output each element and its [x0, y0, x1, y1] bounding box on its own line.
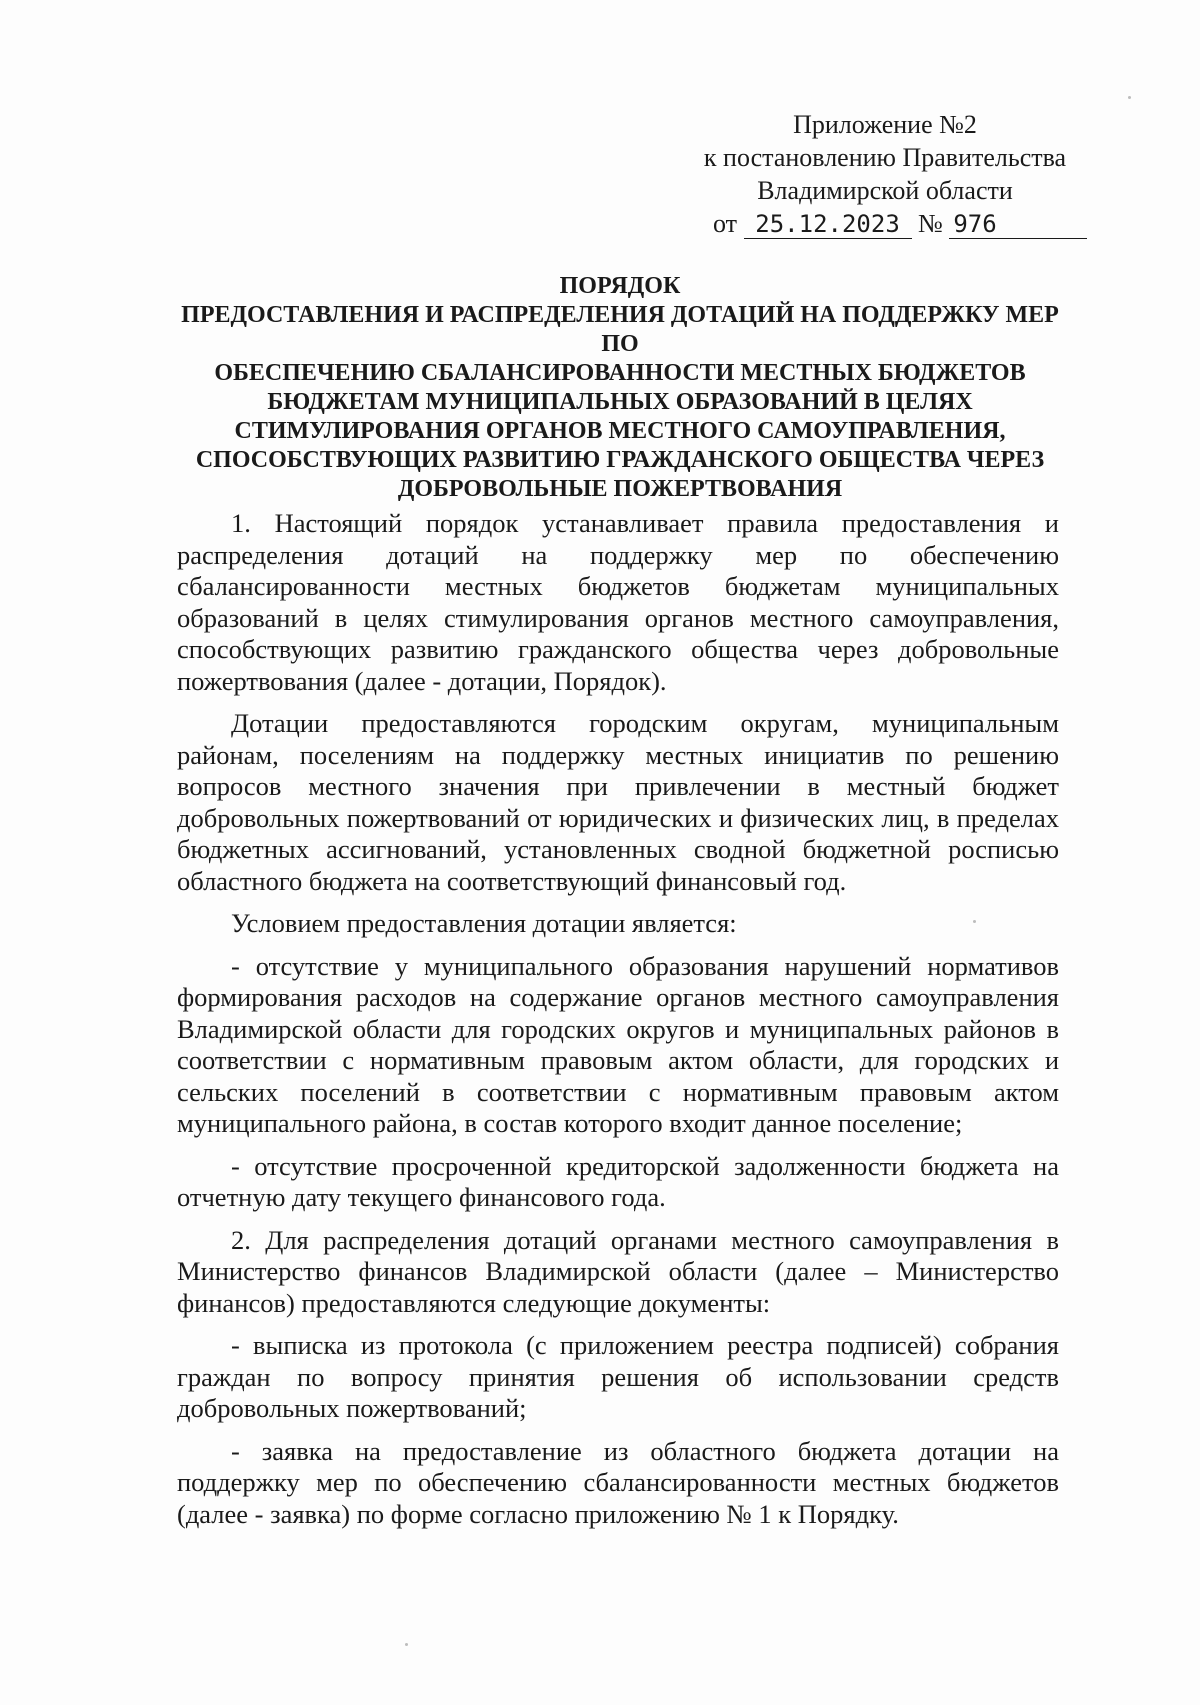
- annex-number-value: 976: [949, 210, 1087, 239]
- paragraph: - отсутствие у муниципального образования нарушений нормативов формирования расходов на содержание органов местного самоуправления Владимирской области для городских округов и муниципальных районов в соответствии с нормативным правовым актом области, для городских и сельских поселений в соответствии с нормативным правовым актом муниципального района, в состав которого входит данное поселение;: [177, 950, 1059, 1138]
- annex-title: Приложение №2: [793, 110, 977, 139]
- document-title: [180, 272, 1060, 504]
- annex-region: Владимирской области: [757, 176, 1013, 205]
- annex-reference: к постановлению Правительства: [703, 143, 1067, 172]
- title-line: СТИМУЛИРОВАНИЯ ОРГАНОВ МЕСТНОГО САМОУПРАВЛЕНИЯ,: [234, 418, 1006, 444]
- paragraph: 1. Настоящий порядок устанавливает правила предоставления и распределения дотаций на поддержку мер по обеспечению сбалансированности местных бюджетов бюджетам муниципальных образований в целях стимулирования органов местного самоуправления, способствующих развитию гражданского общества через добровольные пожертвования (далее - дотации, Порядок).: [177, 508, 1059, 696]
- scan-speck: [405, 1643, 408, 1646]
- title-line: ОБЕСПЕЧЕНИЮ СБАЛАНСИРОВАННОСТИ МЕСТНЫХ БЮДЖЕТОВ: [214, 360, 1026, 386]
- title-heading: ПОРЯДОК: [559, 273, 681, 299]
- annex-date-value: 25.12.2023: [744, 210, 912, 239]
- annex-block: [675, 108, 1095, 240]
- paragraph: 2. Для распределения дотаций органами местного самоуправления в Министерство финансов Владимирской области (далее – Министерство финансов) предоставляются следующие документы:: [177, 1224, 1059, 1318]
- scan-speck: [973, 920, 976, 923]
- scan-speck: [1128, 96, 1131, 99]
- title-line: БЮДЖЕТАМ МУНИЦИПАЛЬНЫХ ОБРАЗОВАНИЙ В ЦЕЛЯХ: [267, 389, 973, 415]
- paragraph: - выписка из протокола (с приложением реестра подписей) собрания граждан по вопросу принятия решения об использовании средств добровольных пожертвований;: [177, 1330, 1059, 1423]
- title-line: СПОСОБСТВУЮЩИХ РАЗВИТИЮ ГРАЖДАНСКОГО ОБЩЕСТВА ЧЕРЕЗ: [195, 447, 1045, 473]
- paragraph: - отсутствие просроченной кредиторской задолженности бюджета на отчетную дату текущего финансового года.: [177, 1150, 1059, 1212]
- document-body: [177, 508, 1059, 1541]
- annex-date-line: [675, 207, 1095, 240]
- paragraph: Условием предоставления дотации является:: [231, 908, 737, 938]
- paragraph: Дотации предоставляются городским округам, муниципальным районам, поселениям на поддержку местных инициатив по решению вопросов местного значения при привлечении в местный бюджет добровольных пожертвований от юридических и физических лиц, в пределах бюджетных ассигнований, установленных сводной бюджетной росписью областного бюджета на соответствующий финансовый год.: [177, 708, 1059, 896]
- paragraph: - заявка на предоставление из областного бюджета дотации на поддержку мер по обеспечению сбалансированности местных бюджетов (далее - заявка) по форме согласно приложению № 1 к Порядку.: [177, 1435, 1059, 1529]
- title-line: ДОБРОВОЛЬНЫЕ ПОЖЕРТВОВАНИЯ: [397, 476, 843, 502]
- title-line: ПРЕДОСТАВЛЕНИЯ И РАСПРЕДЕЛЕНИЯ ДОТАЦИЙ НА ПОДДЕРЖКУ МЕР ПО: [181, 302, 1059, 357]
- annex-date-prefix: от: [713, 209, 738, 238]
- annex-number-prefix: №: [918, 209, 943, 238]
